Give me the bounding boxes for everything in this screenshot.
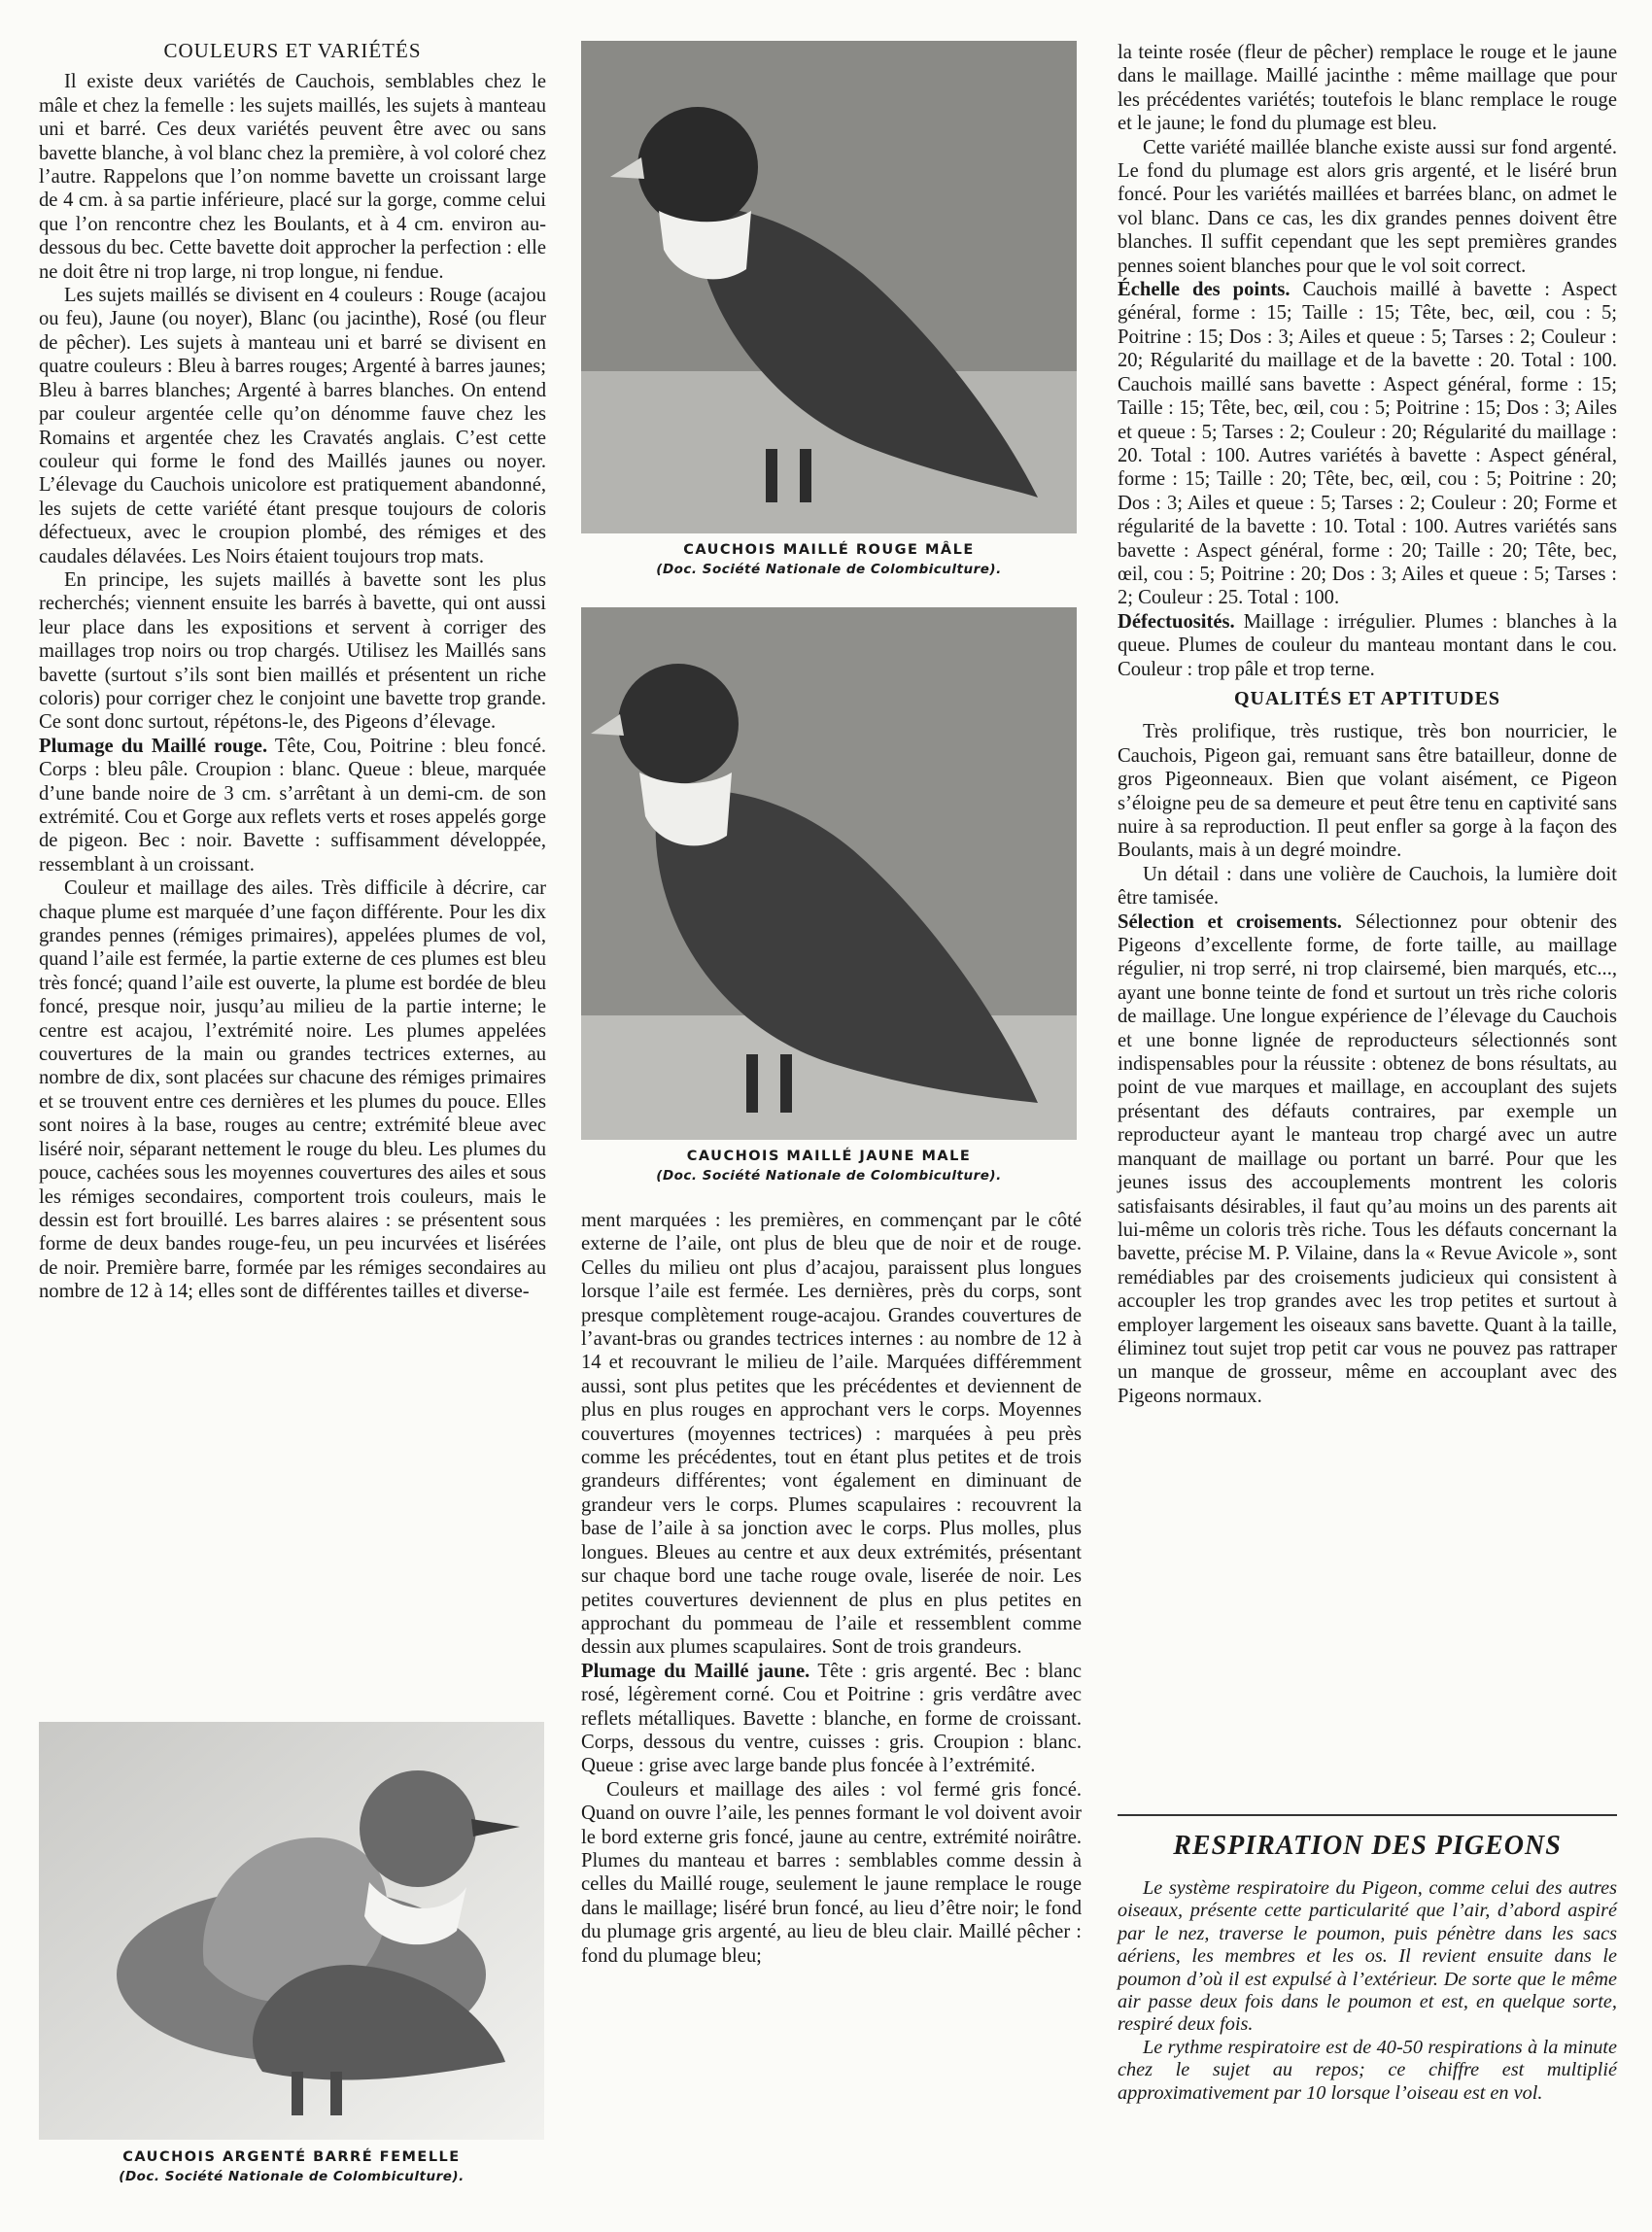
paragraph: Il existe deux variétés de Cauchois, semblables chez le mâle et chez la femelle : les sujets maillés, les sujets à manteau uni et barré. Ces deux variétés peuvent être avec ou sans bavette blanche, à vol blanc chez la première, à vol coloré chez l’autre. Rappelons que l’on nomme bavette un croissant large de 4 cm. à sa partie inférieure, placé sur la gorge, comme celui que l’on rencontre chez les Boulants, et à 4 cm. environ au-dessous du bec. Cette bavette doit approcher la perfection : elle ne doit être ni trop large, ni trop longue, ni fendue. — [39, 71, 546, 283]
caption-title: CAUCHOIS MAILLÉ ROUGE MÂLE — [683, 542, 975, 558]
caption-title: CAUCHOIS ARGENTÉ BARRÉ FEMELLE — [122, 2149, 461, 2165]
paragraph-text: Tête, Cou, Poitrine : bleu foncé. Corps : bleu pâle. Croupion : blanc. Queue : bleue, marquée d’une bande noire de 3 cm. s’arrêtant à un demi-cm. de son extrémité. Cou et Gorge aux reflets verts et roses appelés gorge de pigeon. Bec : noir. Bavette : suffisamment développée, ressemblant à un croissant. — [39, 735, 546, 876]
run-in-heading: Plumage du Maillé rouge. — [39, 735, 268, 757]
paragraph-text: Maillage : irrégulier. Plumes : blanches à la queue. Plumes de couleur du manteau montant dans le cou. Couleur : trop pâle et trop terne. — [1118, 610, 1617, 680]
paragraph-text: Tête : gris argenté. Bec : blanc rosé, légèrement corné. Cou et Poitrine : gris verdâtre avec reflets métalliques. Bavette : blanche, en forme de croissant. Corps, dessous du ventre, cuisses : gris. Croupion : blanc. Queue : grise avec large bande plus foncée à l’extrémité. — [581, 1660, 1082, 1777]
caption-photo2 — [581, 1147, 1077, 1185]
respiration-box — [1118, 1877, 1617, 2105]
paragraph: Le système respiratoire du Pigeon, comme celui des autres oiseaux, présente cette particularité que l’air, d’abord aspiré par le nez, traverse le poumon, puis pénètre dans les sacs aériens, les membres et les os. Il revient ensuite dans le poumon d’où il est expulsé à l’extérieur. De sorte que le même air passe deux fois dans le poumon et est, en quelque sorte, respiré deux fois. — [1118, 1877, 1617, 2036]
run-in-heading: Sélection et croisements. — [1118, 910, 1342, 933]
paragraph: En principe, les sujets maillés à bavette sont les plus recherchés; viennent ensuite les barrés à bavette, qui ont aussi leur place dans les expositions et servent à corriger des maillages trop noirs ou trop chargés. Utilisez les Maillés sans bavette (surtout s’ils sont bien maillés et présentent un riche coloris) pour corriger chez le conjoint une bavette trop grande. Ce sont donc surtout, répétons-le, des Pigeons d’élevage. — [39, 568, 546, 734]
section-title-respiration: RESPIRATION DES PIGEONS — [1173, 1831, 1562, 1861]
paragraph: Très prolifique, très rustique, très bon nourricier, le Cauchois, Pigeon gai, remuant sans être batailleur, donne de gros Pigeonneaux. Bien que volant aisément, ce Pigeon s’éloigne peu de sa demeure et peut être tenu en captivité sans nuire à sa reproduction. Il peut enfler sa gorge à la façon des Boulants, mais à un degré moindre. — [1118, 721, 1617, 862]
paragraph: Cette variété maillée blanche existe aussi sur fond argenté. Le fond du plumage est alors gris argenté, et le liséré brun foncé. Pour les variétés maillées et barrées blanc, on admet le vol blanc. Dans ce cas, les dix grandes pennes doivent être blanches. Il suffit cependant que les sept premières grandes pennes soient blanches pour que le vol soit correct. — [1118, 136, 1617, 277]
pigeon-photo-maille-rouge — [581, 41, 1077, 533]
run-in-heading: Défectuosités. — [1118, 610, 1235, 633]
pigeon-illustration — [39, 1722, 544, 2140]
column-right — [1118, 41, 1617, 1408]
pigeon-illustration — [581, 607, 1077, 1140]
paragraph-text: Sélectionnez pour obtenir des Pigeons d’excellente forme, de forte taille, au maillage régulier, ni trop serré, ni trop clairsemé, bien marqués, etc..., ayant une bonne teinte de fond et surtout un très riche coloris de maillage. Une longue expérience de l’élevage du Cauchois et une bonne lignée de reproducteurs sélectionnés sont indispensables pour la réussite : obtenez de bons résultats, au point de vue marques et maillage, en accouplant des sujets présentant des défauts contraires, par exemple un reproducteur ayant le manteau trop chargé avec un autre manquant de maillage ou portant un barré. Pour que les jeunes issus des accouplements montrent les coloris satisfaisants désirables, il faut qu’au moins un des parents ait lui-même un coloris très riche. Tous les défauts concernant la bavette, précise M. P. Vilaine, dans la « Revue Avicole », sont remédiables par des croisements judicieux qui consistent à accoupler les trop grandes avec les trop petites et surtout à employer largement les oiseaux sans bavette. Quant à la taille, éliminez tout sujet trop petit car vous ne pouvez pas rattraper un manque de grosseur, même en accouplant avec des Pigeons normaux. — [1118, 910, 1617, 1407]
caption-title: CAUCHOIS MAILLÉ JAUNE MALE — [686, 1149, 972, 1164]
caption-credit: (Doc. Société Nationale de Colombiculture). — [656, 562, 1002, 577]
caption-photo1 — [581, 540, 1077, 579]
caption-photo3 — [39, 2147, 544, 2186]
column-left — [39, 35, 546, 1304]
pigeon-illustration — [581, 41, 1077, 533]
paragraph: la teinte rosée (fleur de pêcher) remplace le rouge et le jaune dans le maillage. Maillé jacinthe : même maillage que pour les précédentes variétés; toutefois le blanc remplace le rouge et le jaune; le fond du plumage est bleu. — [1118, 42, 1617, 135]
paragraph — [39, 735, 546, 876]
pigeon-photo-maille-jaune — [581, 607, 1077, 1140]
paragraph: Couleur et maillage des ailes. Très difficile à décrire, car chaque plume est marquée d’une façon différente. Pour les dix grandes pennes (rémiges primaires), appelées plumes de vol, quand l’aile est fermée, la partie externe de ces plumes est bleu très foncé; quand l’aile est ouverte, la plume est bordée de bleu foncé, presque noir, jusqu’au milieu de la partie interne; le centre est acajou, l’extrémité noire. Les plumes appelées couvertures de la main ou grandes tectrices externes, au nombre de dix, sont placées sur chacune des rémiges primaires et se trouvent entre ces dernières et les plumes du pouce. Elles sont noires à la base, rouges au centre; extrémité bleue avec liséré noir, séparant nettement le rouge du bleu. Les plumes du pouce, cachées sous les moyennes couvertures des ailes et sous les rémiges secondaires, comportent trois couleurs, mais le dessin est fort brouillé. Les barres alaires : se présentent sous forme de deux bandes rouge-feu, un peu incurvées et lisérées de noir. Première barre, formée par les rémiges secondaires au nombre de 12 à 14; elles sont de différentes tailles et diverse- — [39, 877, 546, 1303]
section-title-qualites: QUALITÉS ET APTITUDES — [1233, 687, 1501, 709]
section-divider — [1118, 1814, 1617, 1816]
paragraph-text: Cauchois maillé à bavette : Aspect général, forme : 15; Taille : 15; Tête, bec, œil, cou : 5; Poitrine : 15; Dos : 3; Ailes et queue : 5; Tarses : 2; Couleur : 20; Régularité du maillage et de la bavette : 20. Total : 100. Cauchois maillé sans bavette : Aspect général, forme : 15; Taille : 15; Tête, bec, œil, cou : 5; Poitrine : 15; Dos : 3; Ailes et queue : 5; Tarses : 2; Couleur : 20; Régularité du maillage : 20. Total : 100. Autres variétés à bavette : Aspect général, forme : 15; Taille : 20; Tête, bec, œil, cou : 5; Poitrine : 20; Dos : 3; Ailes et queue : 5; Tarses : 2; Couleur : 20; Forme et régularité de la bavette : 10. Total : 100. Autres variétés sans bavette : Aspect général, forme : 20; Taille : 20; Tête, bec, œil, cou : 5; Poitrine : 20; Dos : 3; Ailes et queue : 5; Tarses : 2; Couleur : 25. Total : 100. — [1118, 279, 1618, 609]
paragraph — [1118, 610, 1617, 681]
pigeon-photo-argente-barre — [39, 1722, 544, 2140]
run-in-heading: Échelle des points. — [1118, 279, 1291, 301]
paragraph: Le rythme respiratoire est de 40-50 respirations à la minute chez le sujet au repos; ce chiffre est multiplié approximativement par 10 lorsque l’oiseau est en vol. — [1118, 2036, 1617, 2104]
column-middle — [581, 1209, 1082, 1968]
caption-credit: (Doc. Société Nationale de Colombiculture). — [119, 2169, 465, 2184]
run-in-heading: Plumage du Maillé jaune. — [581, 1660, 810, 1682]
paragraph — [1118, 278, 1617, 610]
paragraph: Couleurs et maillage des ailes : vol fermé gris foncé. Quand on ouvre l’aile, les pennes formant le vol doivent avoir le bord externe gris foncé, jaune au centre, extrémité noirâtre. Plumes du manteau et barres : semblables comme dessin à celles du Maillé rouge, seulement le jaune remplace le rouge dans le maillage; liséré brun foncé, au lieu d’être noir; le fond du plumage gris argenté, au lieu de bleu clair. Maillé pêcher : fond du plumage bleu; — [581, 1778, 1082, 1967]
paragraph: Un détail : dans une volière de Cauchois, la lumière doit être tamisée. — [1118, 863, 1617, 910]
section-title-couleurs: COULEURS ET VARIÉTÉS — [163, 39, 422, 62]
caption-credit: (Doc. Société Nationale de Colombiculture). — [656, 1168, 1002, 1184]
paragraph — [581, 1660, 1082, 1778]
paragraph — [1118, 910, 1617, 1409]
paragraph: ment marquées : les premières, en commençant par le côté externe de l’aile, ont plus de bleu que de noir et de rouge. Celles du milieu ont plus d’acajou, paraissent plus longues lorsque l’aile est fermée. Les dernières, près du corps, sont presque complètement rouge-acajou. Grandes couvertures de l’avant-bras ou grandes tectrices internes : au nombre de 12 à 14 et recouvrant le milieu de l’aile. Marquées différemment aussi, sont plus petites que les précédentes et deviennent de plus en plus rouges en approchant vers le corps. Moyennes couvertures (moyennes tectrices) : marquées à peu près comme les précédentes, tout en étant plus petites et de trois grandeurs différentes; vont également en diminuant de grandeur vers le corps. Plumes scapulaires : recouvrent la base de l’aile à sa jonction avec le corps. Plus molles, plus longues. Bleues au centre et aux deux extrémités, présentant sur chaque bord une tache rouge ovale, liserée de noir. Les petites couvertures deviennent de plus en plus petites en approchant du pommeau de l’aile et ressemblent comme dessin aux plumes scapulaires. Sont de trois grandeurs. — [581, 1210, 1082, 1659]
paragraph: Les sujets maillés se divisent en 4 couleurs : Rouge (acajou ou feu), Jaune (ou noyer), Blanc (ou jacinthe), Rosé (ou fleur de pêcher). Les sujets à manteau uni et barré se divisent en quatre couleurs : Bleu à barres rouges; Argenté à barres jaunes; Bleu à barres blanches; Argenté à barres blanches. On entend par couleur argentée celle qu’on dénomme fauve chez les Romains et argentée chez les Cravatés anglais. C’est cette couleur qui forme le fond des Maillés jaunes ou noyer. L’élevage du Cauchois unicolore est pratiquement abandonné, les sujets de cette variété étant presque toujours de coloris défectueux, avec le croupion plombé, des rémiges et des caudales délavées. Les Noirs étaient toujours trop mats. — [39, 285, 546, 567]
